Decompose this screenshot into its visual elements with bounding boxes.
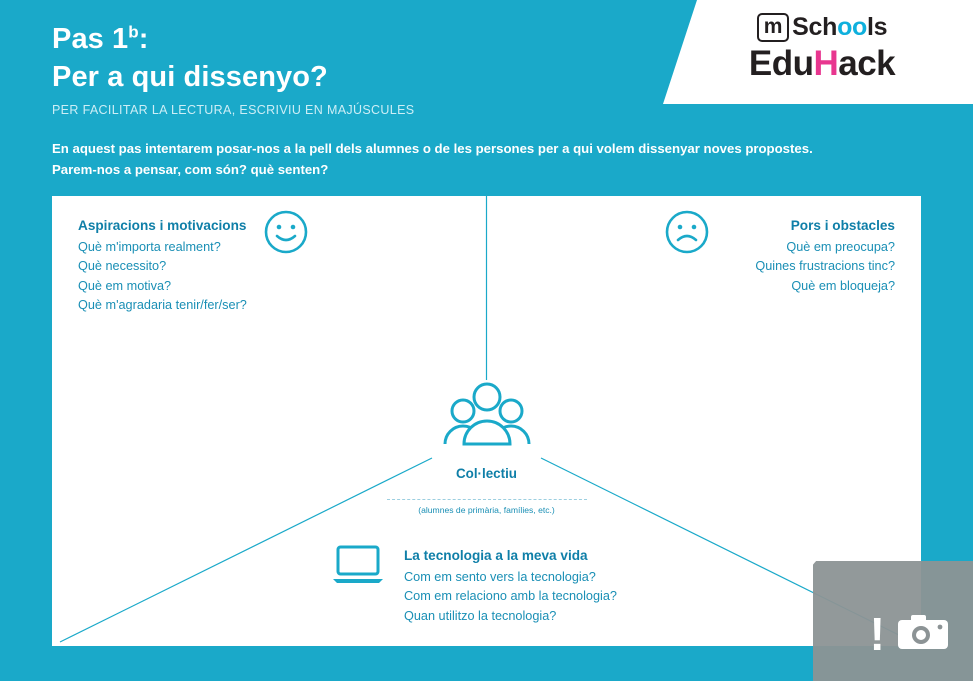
aspiracions-question: Què m'importa realment? xyxy=(78,240,221,254)
title-line-2: Per a qui dissenyo? xyxy=(52,61,328,94)
exclamation-mark: ! xyxy=(869,608,885,660)
photo-hint-badge[interactable] xyxy=(813,561,973,681)
eduhack-h: H xyxy=(813,44,839,84)
page-subtitle: PER FACILITAR LA LECTURA, ESCRIVIU EN MAJÚSCULES xyxy=(52,102,415,117)
block-tecnologia xyxy=(404,548,617,626)
aspiracions-question: Què necessito? xyxy=(78,259,167,274)
eduhack-ack: ack xyxy=(838,44,896,84)
pors-question: Què em preocupa? xyxy=(786,240,895,254)
mschools-logo xyxy=(707,14,937,44)
smiley-face-icon xyxy=(264,210,308,254)
collectiu-hint: (alumnes de primària, famílies, etc.) xyxy=(418,505,555,515)
block-pors-obstacles xyxy=(755,218,895,296)
aspiracions-question: Què m'agradaria tenir/fer/ser? xyxy=(78,297,247,312)
collectiu-label: Col·lectiu xyxy=(455,466,517,481)
page-title xyxy=(52,20,414,117)
intro-line-1: En aquest pas intentarem posar-nos a la pell dels alumnes o de les persones per a qui volem dissenyar noves propostes. xyxy=(52,141,813,156)
tecnologia-question: Com em relaciono amb la tecnologia? xyxy=(404,589,617,604)
block-aspiracions xyxy=(78,218,247,315)
collectiu-write-line[interactable] xyxy=(387,499,587,500)
sad-face-icon xyxy=(665,210,709,254)
aspiracions-heading: Aspiracions i motivacions xyxy=(78,218,247,233)
mschools-sch: Sch xyxy=(792,13,838,41)
corner-circle-shape xyxy=(813,561,973,681)
pors-question: Què em bloqueja? xyxy=(791,278,895,293)
aspiracions-question: Què em motiva? xyxy=(78,278,172,293)
title-colon: : xyxy=(138,23,149,55)
eduhack-edu: Edu xyxy=(748,44,814,84)
mschools-ls: ls xyxy=(867,13,888,41)
eduhack-logo xyxy=(707,46,937,83)
brand-logo xyxy=(707,14,937,83)
camera-icon xyxy=(897,613,949,651)
title-line-1 xyxy=(52,20,414,58)
tecnologia-question: Quan utilitzo la tecnologia? xyxy=(404,608,557,623)
title-step: Pas 1 xyxy=(52,23,129,55)
intro-line-2: Parem-nos a pensar, com són? què senten? xyxy=(52,162,329,178)
tecnologia-heading: La tecnologia a la meva vida xyxy=(404,548,588,563)
title-superscript: b xyxy=(128,22,139,42)
pors-heading: Pors i obstacles xyxy=(790,218,895,233)
pors-question: Quines frustracions tinc? xyxy=(755,259,895,274)
tecnologia-question: Com em sento vers la tecnologia? xyxy=(404,570,596,584)
laptop-icon xyxy=(332,544,384,586)
mschools-oo: oo xyxy=(837,13,868,41)
intro-text xyxy=(52,138,892,181)
block-collectiu xyxy=(52,380,921,515)
worksheet-canvas[interactable] xyxy=(52,196,921,646)
mschools-m-badge: m xyxy=(757,13,789,42)
people-group-icon xyxy=(433,380,541,458)
